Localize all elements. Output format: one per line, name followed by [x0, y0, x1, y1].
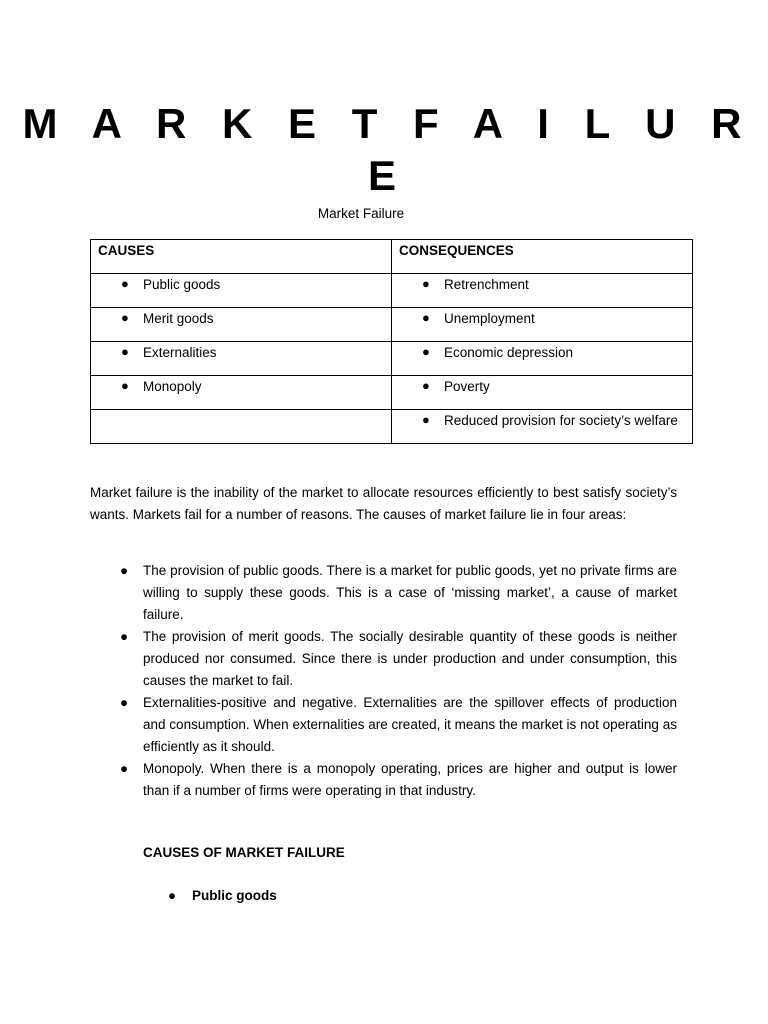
table-row — [91, 376, 693, 410]
consequence-cell — [392, 308, 693, 342]
table-row — [91, 410, 693, 444]
table-caption: Market Failure — [317, 206, 405, 221]
sub-item-text: Public goods — [192, 888, 277, 903]
bullet-icon: ● — [422, 412, 430, 427]
cause-text: Externalities — [143, 345, 217, 360]
consequences-header: CONSEQUENCES — [392, 240, 693, 274]
consequence-text: Poverty — [444, 379, 490, 394]
cause-text: Monopoly — [143, 379, 202, 394]
bullet-icon: ● — [121, 276, 129, 291]
causes-header: CAUSES — [91, 240, 392, 274]
bullet-icon: ● — [120, 695, 129, 710]
bullet-icon: ● — [121, 344, 129, 359]
cause-cell — [91, 308, 392, 342]
bullet-icon: ● — [120, 629, 129, 644]
consequence-cell — [392, 274, 693, 308]
consequence-text: Unemployment — [444, 311, 535, 326]
bullet-icon: ● — [121, 378, 129, 393]
reason-text: The provision of merit goods. The socially desirable quantity of these goods is neither produced nor consumed. Since there is under production and under consumption, this causes the market to fail. — [143, 629, 677, 688]
reason-text: The provision of public goods. There is a market for public goods, yet no private firms are willing to supply these goods. This is a case of ‘missing market’, a cause of market failure. — [143, 563, 677, 622]
reasons-list — [90, 560, 677, 802]
list-item — [90, 758, 677, 802]
bullet-icon: ● — [422, 344, 430, 359]
table-header-row — [91, 240, 693, 274]
list-item — [168, 888, 277, 903]
reason-text: Monopoly. When there is a monopoly operating, prices are higher and output is lower than if a number of firms were operating in that industry. — [143, 761, 677, 798]
cause-text: Merit goods — [143, 311, 214, 326]
consequence-cell — [392, 376, 693, 410]
bullet-icon: ● — [422, 310, 430, 325]
cause-cell — [91, 274, 392, 308]
intro-paragraph: Market failure is the inability of the market to allocate resources efficiently to best satisfy society’s wants. Markets fail for a number of reasons. The causes of market failure lie in four areas: — [90, 485, 677, 522]
cause-text: Public goods — [143, 277, 221, 292]
consequence-text: Reduced provision for society’s welfare — [444, 413, 678, 428]
bullet-icon: ● — [422, 378, 430, 393]
causes-consequences-table — [90, 239, 693, 444]
consequence-cell — [392, 342, 693, 376]
bullet-icon: ● — [120, 761, 129, 776]
bullet-icon: ● — [422, 276, 430, 291]
bullet-icon: ● — [121, 310, 129, 325]
list-item — [90, 692, 677, 758]
table-row — [91, 308, 693, 342]
cause-cell-empty — [91, 410, 392, 444]
consequence-cell — [392, 410, 693, 444]
section-heading: CAUSES OF MARKET FAILURE — [143, 845, 345, 860]
table-row — [91, 342, 693, 376]
list-item — [90, 560, 677, 626]
consequence-text: Economic depression — [444, 345, 574, 360]
list-item — [90, 626, 677, 692]
cause-cell — [91, 376, 392, 410]
table-row — [91, 274, 693, 308]
consequence-text: Retrenchment — [444, 277, 529, 292]
bullet-icon: ● — [168, 888, 177, 903]
document-title: M A R K E T F A I L U R E — [22, 100, 754, 199]
bullet-icon: ● — [120, 563, 129, 578]
reason-text: Externalities-positive and negative. Externalities are the spillover effects of production and consumption. When externalities are created, it means the market is not operating as efficiently as it should. — [143, 695, 677, 754]
cause-cell — [91, 342, 392, 376]
